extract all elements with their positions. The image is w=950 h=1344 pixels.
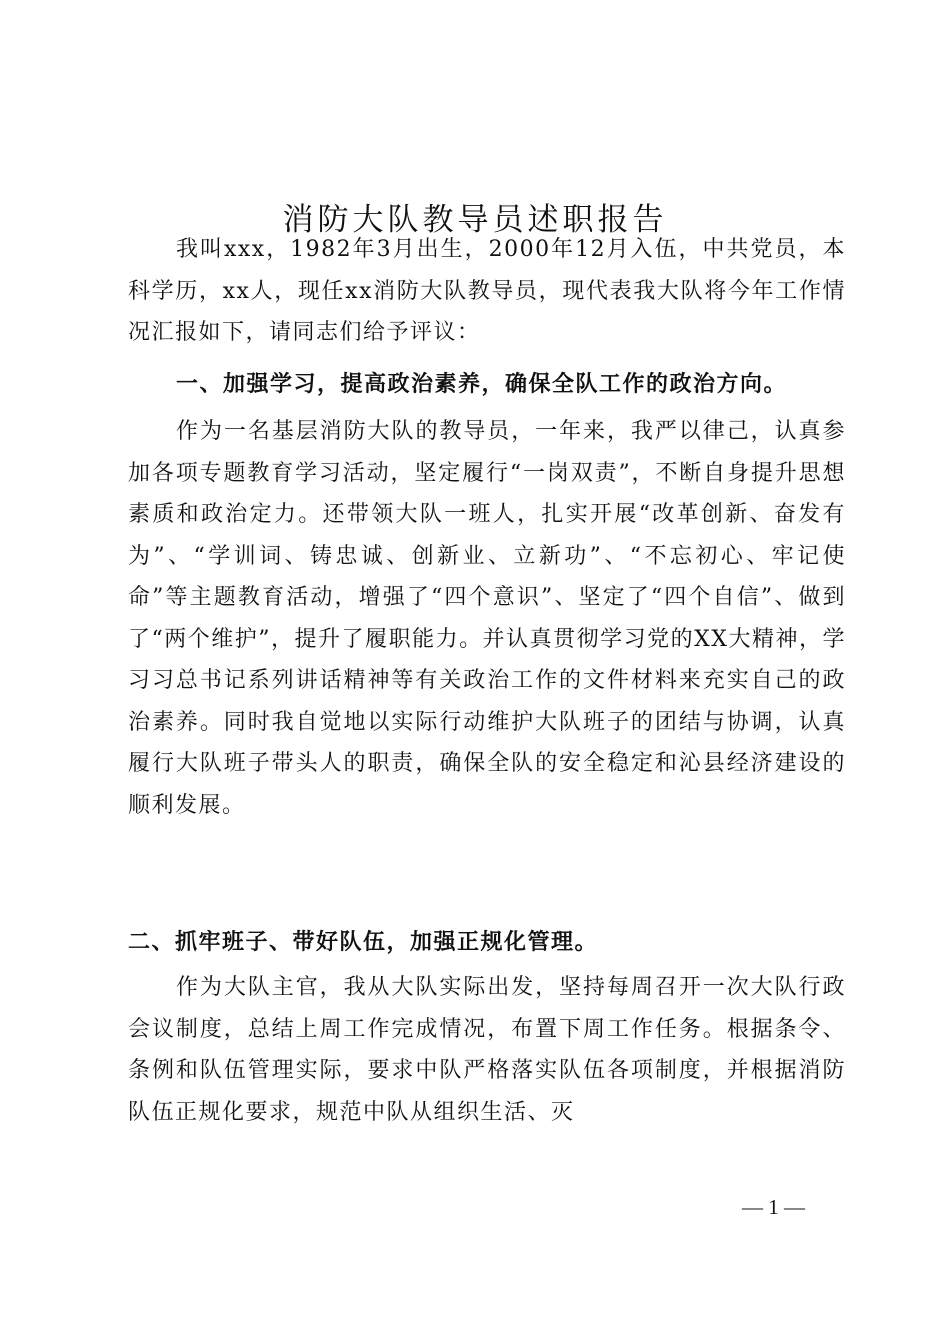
section-1-paragraph: 作为一名基层消防大队的教导员，一年来，我严以律己，认真参加各项专题教育学习活动，坚定履行“一岗双责”，不断自身提升思想素质和政治定力。还带领大队一班人，扎实开展“改革创新、奋发有为”、“学训词、铸忠诚、创新业、立新功”、“不忘初心、牢记使命”等主题教育活动，增强了“四个意识”、坚定了“四个自信”、做到了“两个维护”，提升了履职能力。并认真贯彻学习党的XX大精神，学习习总书记系列讲话精神等有关政治工作的文件材料来充实自己的政治素养。同时我自觉地以实际行动维护大队班子的团结与协调，认真履行大队班子带头人的职责，确保全队的安全稳定和沁县经济建设的顺利发展。 [128,419,846,818]
page-number: — 1 — [742,1195,805,1219]
section-2-heading: 二、抓牢班子、带好队伍，加强正规化管理。 [128,930,599,955]
intro-paragraph: 我叫xxx，1982年3月出生，2000年12月入伍，中共党员，本科学历，xx人，现任xx消防大队教导员，现代表我大队将今年工作情况汇报如下，请同志们给予评议： [128,237,846,345]
section-1-heading: 一、加强学习，提高政治素养，确保全队工作的政治方向。 [176,372,788,397]
document-title: 消防大队教导员述职报告 [282,201,668,238]
section-2-paragraph: 作为大队主官，我从大队实际出发，坚持每周召开一次大队行政会议制度，总结上周工作完成情况，布置下周工作任务。根据条令、条例和队伍管理实际，要求中队严格落实队伍各项制度，并根据消防队伍正规化要求，规范中队从组织生活、灭 [128,975,846,1125]
